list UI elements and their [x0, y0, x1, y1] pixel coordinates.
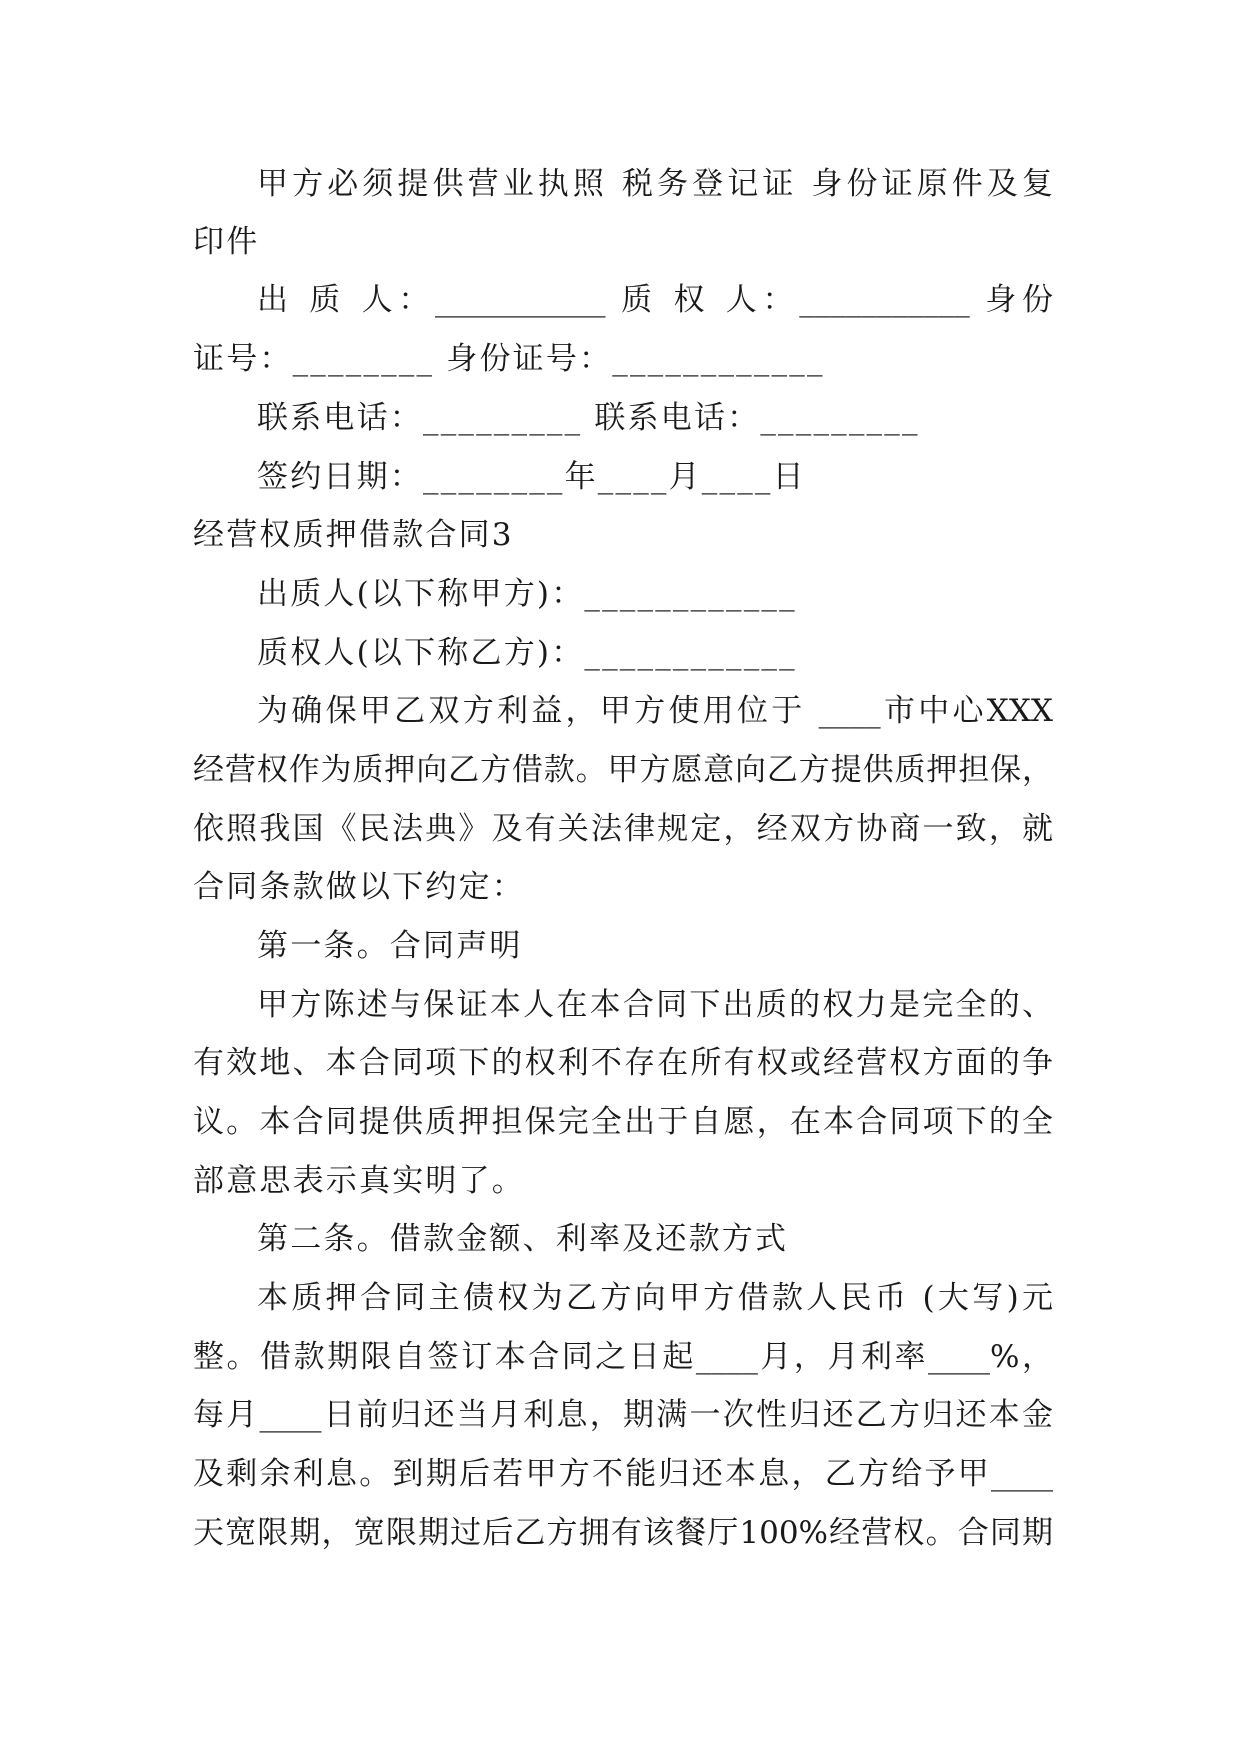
text-line: 部意思表示真实明了。 — [193, 1163, 525, 1199]
text-line: 整。借款期限自签订本合同之日起____月，月利率____%， — [193, 1339, 1053, 1375]
text-line: 合同条款做以下约定： — [193, 869, 525, 905]
text-line: 本质押合同主债权为乙方向甲方借款人民币 (大写)元 — [257, 1280, 1053, 1316]
text-line: 及剩余利息。到期后若甲方不能归还本息，乙方给予甲____ — [193, 1456, 1053, 1492]
text-line: 每月____日前归还当月利息，期满一次性归还乙方归还本金 — [193, 1397, 1053, 1433]
text-line: 依照我国《民法典》及有关法律规定，经双方协商一致，就 — [193, 811, 1053, 847]
text-line: 天宽限期，宽限期过后乙方拥有该餐厅100%经营权。合同期 — [193, 1515, 1053, 1551]
text-line: 出质人(以下称甲方)：____________ — [257, 576, 797, 612]
text-line: 甲方陈述与保证本人在本合同下出质的权力是完全的、 — [257, 987, 1053, 1023]
text-line: 签约日期：________年____月____日 — [257, 459, 806, 495]
text-line: 质权人(以下称乙方)：____________ — [257, 635, 797, 671]
clause-heading: 第一条。合同声明 — [257, 928, 523, 964]
text-line: 有效地、本合同项下的权利不存在所有权或经营权方面的争 — [193, 1045, 1053, 1081]
text-line: 联系电话：_________ 联系电话：_________ — [257, 400, 920, 436]
text-line: 印件 — [193, 224, 260, 260]
text-line: 经营权作为质押向乙方借款。甲方愿意向乙方提供质押担保， — [193, 752, 1053, 788]
section-title: 经营权质押借款合同3 — [193, 517, 514, 553]
text-line: 为确保甲乙双方利益，甲方使用位于 ____市中心XXX — [257, 693, 1053, 729]
text-line: 证号：________ 身份证号：____________ — [193, 341, 825, 377]
text-line: 议。本合同提供质押担保完全出于自愿，在本合同项下的全 — [193, 1104, 1053, 1140]
text-line: 甲方必须提供营业执照 税务登记证 身份证原件及复 — [257, 166, 1053, 202]
text-line: 出 质 人：___________ 质 权 人：___________ 身份 — [257, 282, 1053, 318]
clause-heading: 第二条。借款金额、利率及还款方式 — [257, 1221, 789, 1257]
